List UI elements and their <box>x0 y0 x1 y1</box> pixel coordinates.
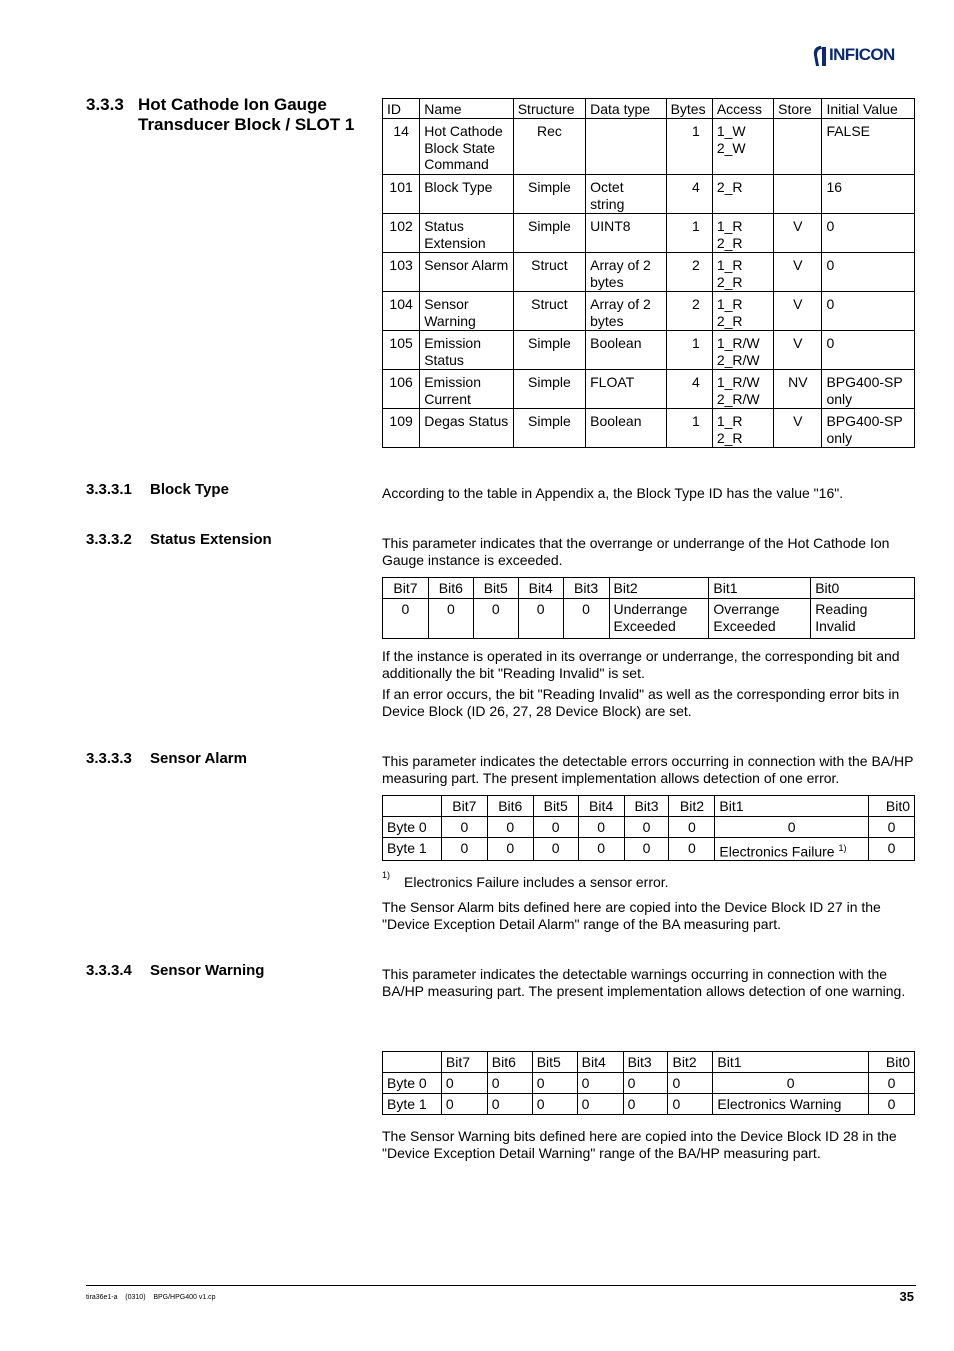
cell-initial-value: BPG400-SP only <box>822 370 915 409</box>
cell-byte-label: Byte 1 <box>383 1094 442 1115</box>
cell-bytes: 4 <box>666 175 712 214</box>
cell-store: V <box>774 409 822 448</box>
subsection-heading-sensor-alarm <box>86 750 366 770</box>
header-bit0: Bit0 <box>811 578 915 599</box>
cell-access: 2_R <box>712 175 773 214</box>
table-row <box>383 409 915 448</box>
cell-bit4: 0 <box>577 1094 623 1115</box>
cell-structure: Struct <box>513 292 585 331</box>
cell-structure: Struct <box>513 253 585 292</box>
cell-bit6: 0 <box>428 599 473 639</box>
inficon-logo-icon <box>812 44 830 68</box>
header-bit2: Bit2 <box>668 1052 713 1073</box>
cell-structure: Simple <box>513 370 585 409</box>
sensor-alarm-table <box>382 795 915 861</box>
cell-id: 109 <box>383 409 420 448</box>
header-bit6: Bit6 <box>428 578 473 599</box>
section-number: 3.3.3 <box>86 95 124 114</box>
cell-name: Status Extension <box>420 214 514 253</box>
footer-rule <box>86 1285 916 1286</box>
header-bit1: Bit1 <box>715 796 869 817</box>
cell-structure: Simple <box>513 175 585 214</box>
header-bit3: Bit3 <box>563 578 609 599</box>
cell-data-type: Octet string <box>586 175 666 214</box>
cell-bit2: Underrange Exceeded <box>609 599 709 639</box>
cell-bit1 <box>715 838 869 861</box>
header-bit4: Bit4 <box>578 796 624 817</box>
cell-access: 1_R 2_R <box>712 292 773 331</box>
cell-bit3: 0 <box>624 817 669 838</box>
cell-byte-label: Byte 0 <box>383 817 442 838</box>
cell-access: 1_R 2_R <box>712 409 773 448</box>
subsection-title: Block Type <box>150 481 229 498</box>
cell-initial-value: 0 <box>822 214 915 253</box>
status-extension-note2: If an error occurs, the bit "Reading Invalid" as well as the corresponding error bits in Device Block (ID 26, 27, 28 Device Block) are set. <box>382 686 900 719</box>
cell-bytes: 1 <box>666 214 712 253</box>
cell-initial-value: 0 <box>822 292 915 331</box>
cell-name: Block Type <box>420 175 514 214</box>
header-bit6: Bit6 <box>487 1052 532 1073</box>
footnote-ref: 1) <box>838 843 847 853</box>
section-heading <box>86 95 356 157</box>
header-bit7: Bit7 <box>383 578 429 599</box>
header-bit0: Bit0 <box>868 1052 914 1073</box>
cell-id: 102 <box>383 214 420 253</box>
cell-bit1: 0 <box>715 817 869 838</box>
table-row <box>383 370 915 409</box>
header-bit3: Bit3 <box>624 796 669 817</box>
cell-initial-value: 0 <box>822 253 915 292</box>
header-bit5: Bit5 <box>532 1052 577 1073</box>
header-bit7: Bit7 <box>441 1052 487 1073</box>
cell-data-type: Boolean <box>586 409 666 448</box>
cell-store: NV <box>774 370 822 409</box>
cell-bit0: 0 <box>868 1094 914 1115</box>
cell-store <box>774 175 822 214</box>
header-bit5: Bit5 <box>533 796 578 817</box>
table-header-row <box>383 1052 915 1073</box>
subsection-title: Sensor Alarm <box>150 750 247 767</box>
cell-data-type <box>586 119 666 175</box>
cell-bit2: 0 <box>668 1094 713 1115</box>
table-row <box>383 214 915 253</box>
table-header-row <box>383 99 915 119</box>
cell-byte-label: Byte 0 <box>383 1073 442 1094</box>
cell-data-type: Array of 2 bytes <box>586 253 666 292</box>
cell-bit7: 0 <box>441 1094 487 1115</box>
parameter-table <box>382 98 915 448</box>
cell-bit7: 0 <box>441 1073 487 1094</box>
header-bytes: Bytes <box>666 99 712 119</box>
header-bit4: Bit4 <box>577 1052 623 1073</box>
cell-bytes: 4 <box>666 370 712 409</box>
table-row <box>383 331 915 370</box>
cell-bit2: 0 <box>669 838 715 861</box>
cell-bit3: 0 <box>624 838 669 861</box>
cell-id: 104 <box>383 292 420 331</box>
footnote-mark: 1) <box>382 870 391 880</box>
header-bit0: Bit0 <box>868 796 914 817</box>
cell-bit4: 0 <box>518 599 563 639</box>
status-extension-table <box>382 577 915 639</box>
sensor-warning-table <box>382 1051 915 1115</box>
cell-access: 1_W 2_W <box>712 119 773 175</box>
header-bit2: Bit2 <box>609 578 709 599</box>
subsection-number: 3.3.3.4 <box>86 962 132 979</box>
header-bit1: Bit1 <box>713 1052 869 1073</box>
table-row <box>383 119 915 175</box>
electronics-failure-label: Electronics Failure <box>719 843 835 860</box>
cell-id: 105 <box>383 331 420 370</box>
cell-bit5: 0 <box>533 838 578 861</box>
section-title: Hot Cathode Ion Gauge Transducer Block / SLOT 1 <box>138 95 355 134</box>
cell-access: 1_R 2_R <box>712 214 773 253</box>
cell-bit7: 0 <box>383 599 429 639</box>
cell-data-type: Boolean <box>586 331 666 370</box>
footnote-text: Electronics Failure includes a sensor error. <box>404 874 669 890</box>
header-structure: Structure <box>513 99 585 119</box>
header-bit5: Bit5 <box>473 578 518 599</box>
table-row <box>383 838 915 861</box>
logo-text: INFICON <box>829 45 895 64</box>
cell-bit5: 0 <box>473 599 518 639</box>
page-number: 35 <box>899 1289 914 1304</box>
header-blank <box>383 796 442 817</box>
cell-bytes: 1 <box>666 119 712 175</box>
sensor-alarm-intro: This parameter indicates the detectable errors occurring in connection with the BA/HP measuring part. The present implementation allows detection of one error. <box>382 753 914 786</box>
cell-bit1: 0 <box>713 1073 869 1094</box>
cell-name: Emission Current <box>420 370 514 409</box>
table-row <box>383 253 915 292</box>
cell-bit0: 0 <box>868 817 914 838</box>
header-access: Access <box>712 99 773 119</box>
cell-store: V <box>774 214 822 253</box>
cell-name: Emission Status <box>420 331 514 370</box>
header-id: ID <box>383 99 420 119</box>
cell-byte-label: Byte 1 <box>383 838 442 861</box>
sensor-warning-outro: The Sensor Warning bits defined here are copied into the Device Block ID 28 in the "Device Exception Detail Warning" range of the BA/HP measuring part. <box>382 1128 897 1161</box>
block-type-text: According to the table in Appendix a, the Block Type ID has the value "16". <box>382 485 844 501</box>
cell-bit5: 0 <box>532 1094 577 1115</box>
footer-doc-ref: tira36e1-a (0310) BPG/HPG400 v1.cp <box>86 1294 216 1301</box>
cell-bit7: 0 <box>441 838 487 861</box>
cell-bit0: 0 <box>868 838 914 861</box>
cell-initial-value: 0 <box>822 331 915 370</box>
sensor-alarm-outro: The Sensor Alarm bits defined here are copied into the Device Block ID 27 in the "Device Exception Detail Alarm" range of the BA measuring part. <box>382 899 881 932</box>
header-bit4: Bit4 <box>518 578 563 599</box>
cell-bit2: 0 <box>669 817 715 838</box>
cell-bit6: 0 <box>487 1094 532 1115</box>
cell-initial-value: 16 <box>822 175 915 214</box>
sensor-warning-intro: This parameter indicates the detectable warnings occurring in connection with the BA/HP measuring part. The present implementation allows detection of one warning. <box>382 966 906 999</box>
subsection-heading-sensor-warning <box>86 962 366 982</box>
header-bit2: Bit2 <box>669 796 715 817</box>
subsection-number: 3.3.3.3 <box>86 750 132 767</box>
cell-store: V <box>774 253 822 292</box>
cell-data-type: Array of 2 bytes <box>586 292 666 331</box>
cell-data-type: UINT8 <box>586 214 666 253</box>
cell-bit3: 0 <box>623 1073 668 1094</box>
subsection-number: 3.3.3.1 <box>86 481 132 498</box>
cell-bit3: 0 <box>623 1094 668 1115</box>
cell-access: 1_R/W 2_R/W <box>712 370 773 409</box>
cell-bit3: 0 <box>563 599 609 639</box>
table-header-row <box>383 796 915 817</box>
status-extension-note1: If the instance is operated in its overrange or underrange, the corresponding bit and additionally the bit "Reading Invalid" is set. <box>382 648 900 681</box>
header-bit1: Bit1 <box>709 578 811 599</box>
cell-initial-value: BPG400-SP only <box>822 409 915 448</box>
cell-bit4: 0 <box>577 1073 623 1094</box>
table-row <box>383 599 915 639</box>
cell-bit6: 0 <box>487 817 533 838</box>
cell-bytes: 2 <box>666 292 712 331</box>
cell-bit1: Electronics Warning <box>713 1094 869 1115</box>
cell-bit5: 0 <box>533 817 578 838</box>
cell-id: 106 <box>383 370 420 409</box>
cell-name: Degas Status <box>420 409 514 448</box>
header-bit7: Bit7 <box>441 796 487 817</box>
header-bit3: Bit3 <box>623 1052 668 1073</box>
header-initial-value: Initial Value <box>822 99 915 119</box>
cell-name: Sensor Alarm <box>420 253 514 292</box>
cell-bit1: Overrange Exceeded <box>709 599 811 639</box>
cell-bit5: 0 <box>532 1073 577 1094</box>
cell-structure: Simple <box>513 331 585 370</box>
header-data-type: Data type <box>586 99 666 119</box>
table-row <box>383 292 915 331</box>
cell-bit4: 0 <box>578 838 624 861</box>
cell-name: Hot Cathode Block State Command <box>420 119 514 175</box>
cell-bit6: 0 <box>487 838 533 861</box>
cell-store: V <box>774 292 822 331</box>
cell-access: 1_R 2_R <box>712 253 773 292</box>
cell-bit4: 0 <box>578 817 624 838</box>
cell-bytes: 1 <box>666 409 712 448</box>
cell-bit7: 0 <box>441 817 487 838</box>
table-row <box>383 175 915 214</box>
cell-initial-value: FALSE <box>822 119 915 175</box>
table-row <box>383 1094 915 1115</box>
cell-store <box>774 119 822 175</box>
cell-structure: Simple <box>513 409 585 448</box>
subsection-heading-block-type <box>86 481 366 501</box>
header-name: Name <box>420 99 514 119</box>
subsection-title: Status Extension <box>150 531 272 548</box>
header-blank <box>383 1052 442 1073</box>
subsection-heading-status-extension <box>86 531 366 551</box>
cell-id: 101 <box>383 175 420 214</box>
cell-bit0: 0 <box>868 1073 914 1094</box>
table-header-row <box>383 578 915 599</box>
table-row <box>383 817 915 838</box>
cell-store: V <box>774 331 822 370</box>
cell-data-type: FLOAT <box>586 370 666 409</box>
cell-id: 103 <box>383 253 420 292</box>
cell-structure: Simple <box>513 214 585 253</box>
cell-bytes: 2 <box>666 253 712 292</box>
cell-id: 14 <box>383 119 420 175</box>
header-store: Store <box>774 99 822 119</box>
subsection-title: Sensor Warning <box>150 962 265 979</box>
cell-bit6: 0 <box>487 1073 532 1094</box>
inficon-logo <box>812 44 916 68</box>
table-row <box>383 1073 915 1094</box>
header-bit6: Bit6 <box>487 796 533 817</box>
cell-bytes: 1 <box>666 331 712 370</box>
status-extension-intro: This parameter indicates that the overrange or underrange of the Hot Cathode Ion Gauge instance is exceeded. <box>382 535 890 568</box>
cell-access: 1_R/W 2_R/W <box>712 331 773 370</box>
cell-bit2: 0 <box>668 1073 713 1094</box>
subsection-number: 3.3.3.2 <box>86 531 132 548</box>
cell-name: Sensor Warning <box>420 292 514 331</box>
cell-bit0: Reading Invalid <box>811 599 915 639</box>
cell-structure: Rec <box>513 119 585 175</box>
